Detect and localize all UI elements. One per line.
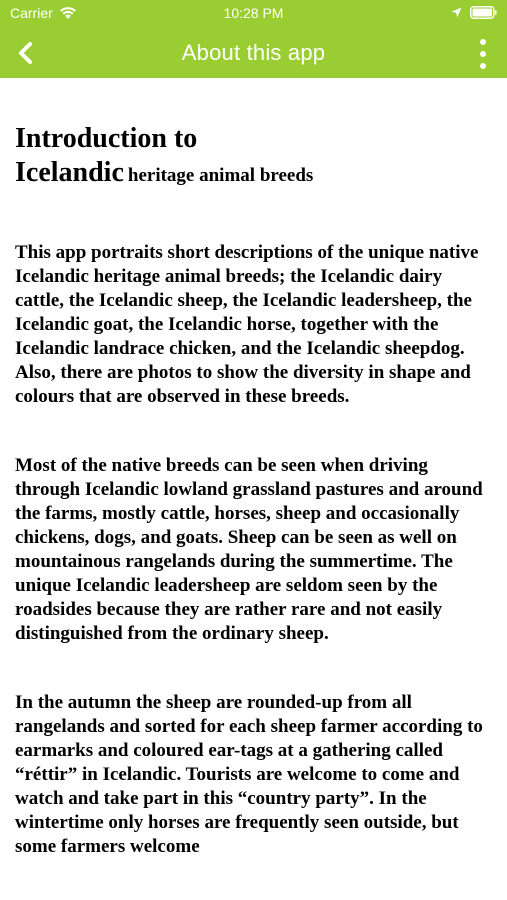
- location-icon: [451, 7, 462, 18]
- app-header: [0, 0, 507, 78]
- article-content: [0, 78, 507, 900]
- heading-line-2-sub: heritage animal breeds: [127, 165, 314, 186]
- carrier-label: Carrier: [10, 5, 53, 21]
- status-right: [451, 6, 497, 19]
- heading-line-1: Introduction to: [15, 123, 198, 154]
- page-title: About this app: [181, 40, 326, 65]
- paragraph-1: This app portraits short descriptions of the unique native Icelandic heritage animal breeds; the Icelandic dairy cattle, the Icelandic sheep, the Icelandic leadersheep, the Icelandic goat, the Icelandic horse, together with the Icelandic landrace chicken, and the Icelandic sheepdog. Also, there are photos to show the diversity in shape and colours that are observed in these breeds.: [15, 242, 479, 407]
- battery-icon: [470, 6, 497, 19]
- more-vertical-icon-dot: [480, 51, 486, 57]
- navigation-bar: [0, 28, 507, 78]
- status-time: 10:28 PM: [223, 5, 284, 21]
- more-vertical-icon-dot: [480, 63, 486, 69]
- more-vertical-icon-dot: [480, 39, 486, 45]
- status-bar: [0, 0, 507, 28]
- paragraph-3: In the autumn the sheep are rounded-up from all rangelands and sorted for each sheep farmer according to earmarks and coloured ear-tags at a gathering called “réttir” in Icelandic. Tourists are welcome to come and watch and take part in this “country party”. In the wintertime only horses are frequently seen outside, but some farmers welcome: [15, 692, 483, 857]
- heading-line-2-main: Icelandic: [15, 157, 124, 188]
- heading-line-2: [15, 156, 491, 194]
- paragraph-2: Most of the native breeds can be seen when driving through Icelandic lowland grassland pastures and around the farms, mostly cattle, horses, sheep and occasionally chickens, dogs, and goats. Sheep can be seen as well on mountainous rangelands during the summertime. The unique Icelandic leadersheep are seldom seen by the roadsides because they are rather rare and not easily distinguished from the ordinary sheep.: [15, 455, 483, 644]
- more-menu-button[interactable]: [473, 39, 493, 69]
- article-heading: [15, 122, 491, 194]
